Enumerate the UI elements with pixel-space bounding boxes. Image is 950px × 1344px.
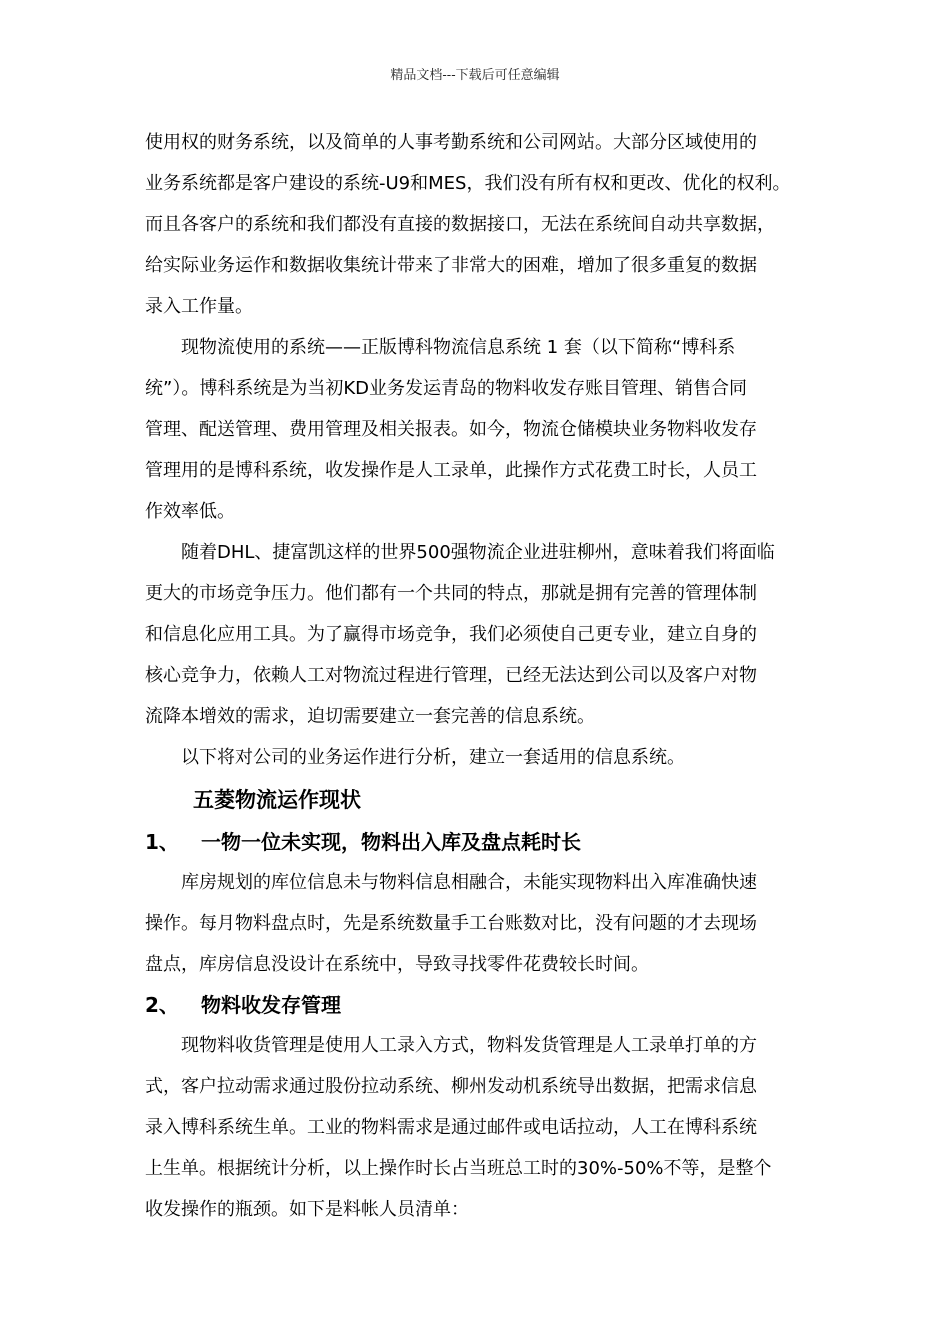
text-line: 更大的市场竞争压力。他们都有一个共同的特点，那就是拥有完善的管理体制 <box>145 583 757 604</box>
text-line: 随着DHL、捷富凯这样的世界500强物流企业进驻柳州，意味着我们将面临 <box>181 542 775 563</box>
text-line: 给实际业务运作和数据收集统计带来了非常大的困难，增加了很多重复的数据 <box>145 255 757 276</box>
paragraph-3 <box>145 532 825 737</box>
subsection-title: 物料收发存管理 <box>201 993 341 1017</box>
subsection-2-body <box>145 1025 825 1230</box>
page-header: 精品文档---下载后可任意编辑 <box>390 68 560 83</box>
text-line: 操作。每月物料盘点时，先是系统数量手工台账数对比，没有问题的才去现场 <box>145 913 757 934</box>
subsection-number: 2、 <box>145 993 179 1017</box>
text-line: 收发操作的瓶颈。如下是料帐人员清单： <box>145 1199 469 1220</box>
text-line: 使用权的财务系统，以及简单的人事考勤系统和公司网站。大部分区域使用的 <box>145 132 757 153</box>
text-line: 管理用的是博科系统，收发操作是人工录单，此操作方式花费工时长，人员工 <box>145 460 757 481</box>
text-line: 录入博科系统生单。工业的物料需求是通过邮件或电话拉动，人工在博科系统 <box>145 1117 757 1138</box>
subsection-title: 一物一位未实现，物料出入库及盘点耗时长 <box>201 830 581 854</box>
text-line: 库房规划的库位信息未与物料信息相融合，未能实现物料出入库准确快速 <box>181 872 757 893</box>
text-line: 管理、配送管理、费用管理及相关报表。如今，物流仓储模块业务物料收发存 <box>145 419 757 440</box>
text-line: 以下将对公司的业务运作进行分析，建立一套适用的信息系统。 <box>181 747 685 768</box>
text-line: 而且各客户的系统和我们都没有直接的数据接口，无法在系统间自动共享数据， <box>145 214 775 235</box>
subsection-number: 1、 <box>145 830 179 854</box>
paragraph-4 <box>145 737 825 778</box>
document-body <box>145 122 825 1230</box>
subsection-1-heading <box>145 822 825 862</box>
text-line: 流降本增效的需求，迫切需要建立一套完善的信息系统。 <box>145 706 595 727</box>
text-line: 录入工作量。 <box>145 296 253 317</box>
subsection-1-body <box>145 862 825 985</box>
paragraph-1 <box>145 122 825 327</box>
subsection-2-heading <box>145 985 825 1025</box>
text-line: 现物流使用的系统——正版博科物流信息系统 1 套（以下简称“博科系 <box>181 337 736 358</box>
text-line: 盘点，库房信息没设计在系统中，导致寻找零件花费较长时间。 <box>145 954 649 975</box>
text-line: 统”）。博科系统是为当初KD业务发运青岛的物料收发存账目管理、销售合同 <box>145 378 747 399</box>
paragraph-2 <box>145 327 825 532</box>
text-line: 作效率低。 <box>145 501 235 522</box>
text-line: 和信息化应用工具。为了赢得市场竞争，我们必须使自己更专业，建立自身的 <box>145 624 757 645</box>
text-line: 式，客户拉动需求通过股份拉动系统、柳州发动机系统导出数据，把需求信息 <box>145 1076 757 1097</box>
text-line: 业务系统都是客户建设的系统-U9和MES，我们没有所有权和更改、优化的权利。 <box>145 173 791 194</box>
text-line: 上生单。根据统计分析，以上操作时长占当班总工时的30%-50%不等，是整个 <box>145 1158 772 1179</box>
section-title: 五菱物流运作现状 <box>193 788 361 812</box>
text-line: 核心竞争力，依赖人工对物流过程进行管理，已经无法达到公司以及客户对物 <box>145 665 757 686</box>
text-line: 现物料收货管理是使用人工录入方式，物料发货管理是人工录单打单的方 <box>181 1035 757 1056</box>
